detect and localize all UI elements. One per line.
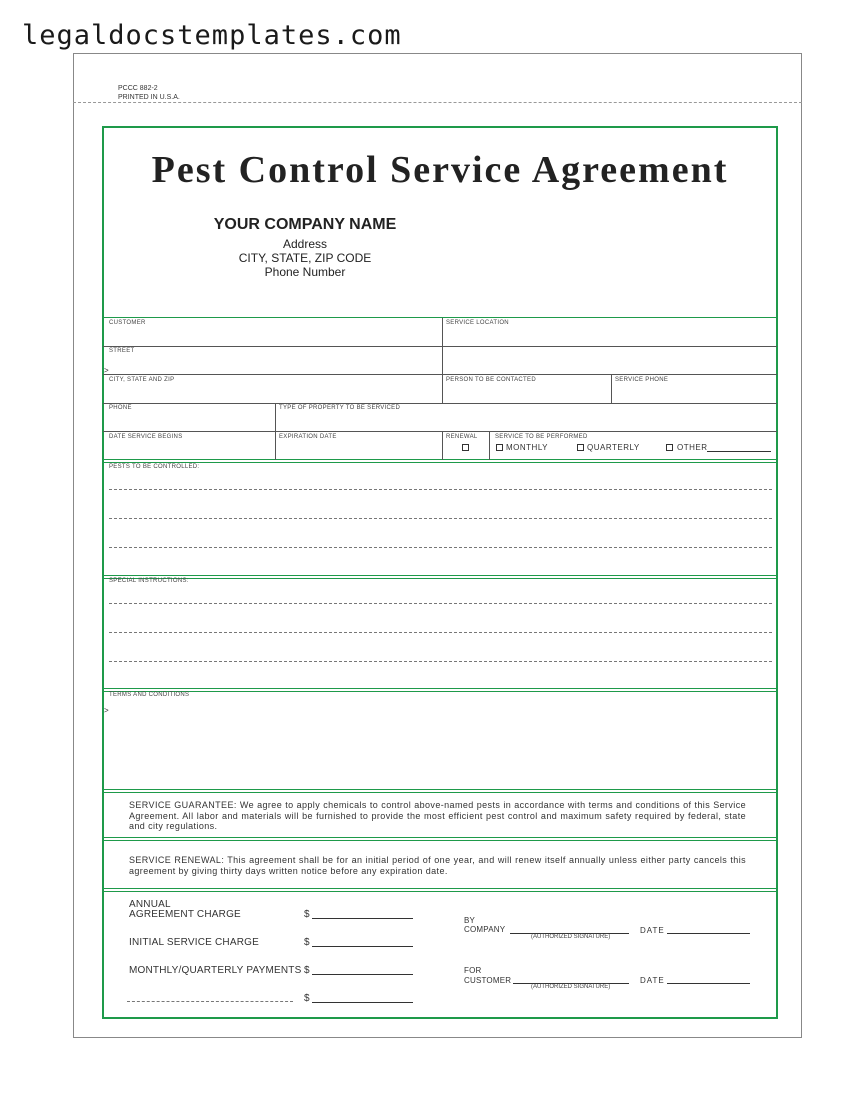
person-contacted-field[interactable]: PERSON TO BE CONTACTED [446, 377, 536, 383]
date-label: DATE [640, 976, 665, 985]
monthly-payments-label: MONTHLY/QUARTERLY PAYMENTS [129, 965, 302, 976]
for-label: FOR [464, 966, 482, 975]
terms-section-label: TERMS AND CONDITIONS [109, 692, 190, 698]
other-checkbox[interactable] [666, 444, 673, 451]
divider [442, 432, 443, 460]
divider [103, 691, 777, 692]
monthly-payments-input[interactable] [312, 974, 413, 975]
divider [103, 840, 777, 841]
watermark-text: legaldocstemplates.com [22, 20, 402, 51]
form-code [118, 84, 180, 102]
special-line[interactable] [109, 661, 772, 662]
currency-sign: $ [304, 909, 310, 920]
divider [103, 403, 777, 404]
property-type-field[interactable]: TYPE OF PROPERTY TO BE SERVICED [279, 405, 401, 411]
divider [103, 459, 777, 460]
divider [103, 374, 777, 375]
perforation-line [73, 102, 802, 103]
divider [103, 462, 777, 463]
phone-field[interactable]: PHONE [109, 405, 132, 411]
date-label: DATE [640, 926, 665, 935]
company-date-line[interactable] [667, 933, 750, 934]
service-performed-label: SERVICE TO BE PERFORMED [495, 434, 588, 440]
annual-charge-input[interactable] [312, 918, 413, 919]
other-option: OTHER [677, 443, 708, 452]
currency-sign: $ [304, 965, 310, 976]
initial-charge-input[interactable] [312, 946, 413, 947]
divider [442, 318, 443, 403]
customer-date-line[interactable] [667, 983, 750, 984]
company-address: Address [282, 237, 328, 251]
customer-label: CUSTOMER [464, 976, 512, 985]
caret-marker: > [104, 706, 109, 715]
divider [103, 888, 777, 889]
page-title: Pest Control Service Agreement [151, 149, 729, 191]
divider [103, 837, 777, 838]
authorized-signature-note: (AUTHORIZED SIGNATURE) [531, 934, 611, 940]
monthly-checkbox[interactable] [496, 444, 503, 451]
printed-note: PRINTED IN U.S.A. [118, 94, 180, 101]
currency-sign: $ [304, 993, 310, 1004]
city-state-zip-field[interactable]: CITY, STATE AND ZIP [109, 377, 175, 383]
divider [103, 578, 777, 579]
service-renewal-text: SERVICE RENEWAL: This agreement shall be for an initial period of one year, and will renew itself annually unless either party cancels this agreement by giving thirty days written notice before any expiration date. [129, 855, 746, 876]
service-phone-field[interactable]: SERVICE PHONE [615, 377, 669, 383]
renewal-label: RENEWAL [446, 434, 478, 440]
custom-charge-label-line[interactable] [127, 1001, 293, 1002]
divider [103, 688, 777, 689]
currency-sign: $ [304, 937, 310, 948]
monthly-option: MONTHLY [506, 443, 549, 452]
pests-line[interactable] [109, 489, 772, 490]
company-label: COMPANY [464, 925, 506, 934]
special-line[interactable] [109, 603, 772, 604]
pests-line[interactable] [109, 518, 772, 519]
street-field[interactable]: STREET [109, 348, 135, 354]
pests-line[interactable] [109, 547, 772, 548]
special-section-label: SPECIAL INSTRUCTIONS: [109, 578, 189, 584]
divider [103, 346, 777, 347]
divider [103, 789, 777, 790]
company-city: CITY, STATE, ZIP CODE [238, 251, 372, 265]
annual-charge-label: ANNUAL [129, 899, 171, 910]
expiration-field[interactable]: EXPIRATION DATE [279, 434, 337, 440]
quarterly-checkbox[interactable] [577, 444, 584, 451]
special-line[interactable] [109, 632, 772, 633]
caret-marker: > [104, 366, 109, 375]
company-phone: Phone Number [264, 265, 346, 279]
annual-charge-label-2: AGREEMENT CHARGE [129, 909, 241, 920]
form-code-number: PCCC 882-2 [118, 85, 158, 92]
divider [275, 404, 276, 460]
by-label: BY [464, 916, 476, 925]
divider [103, 792, 777, 793]
divider [489, 432, 490, 460]
customer-field[interactable]: CUSTOMER [109, 320, 146, 326]
pests-section-label: PESTS TO BE CONTROLLED: [109, 464, 200, 470]
date-begins-field[interactable]: DATE SERVICE BEGINS [109, 434, 183, 440]
company-name: YOUR COMPANY NAME [213, 216, 397, 233]
divider [103, 317, 777, 318]
divider [103, 575, 777, 576]
divider [103, 431, 777, 432]
other-input-line[interactable] [707, 451, 771, 452]
quarterly-option: QUARTERLY [587, 443, 640, 452]
initial-charge-label: INITIAL SERVICE CHARGE [129, 937, 259, 948]
custom-charge-input[interactable] [312, 1002, 413, 1003]
divider [611, 375, 612, 403]
service-location-field[interactable]: SERVICE LOCATION [446, 320, 509, 326]
service-guarantee-text: SERVICE GUARANTEE: We agree to apply chemicals to control above-named pests in accordance with terms and conditions of this Service Agreement. All labor and materials will be furnished to provide the most efficient pest control and maximum safety required by federal, state and city regulations. [129, 800, 746, 831]
renewal-checkbox[interactable] [462, 444, 469, 451]
divider [103, 891, 777, 892]
authorized-signature-note: (AUTHORIZED SIGNATURE) [531, 984, 611, 990]
